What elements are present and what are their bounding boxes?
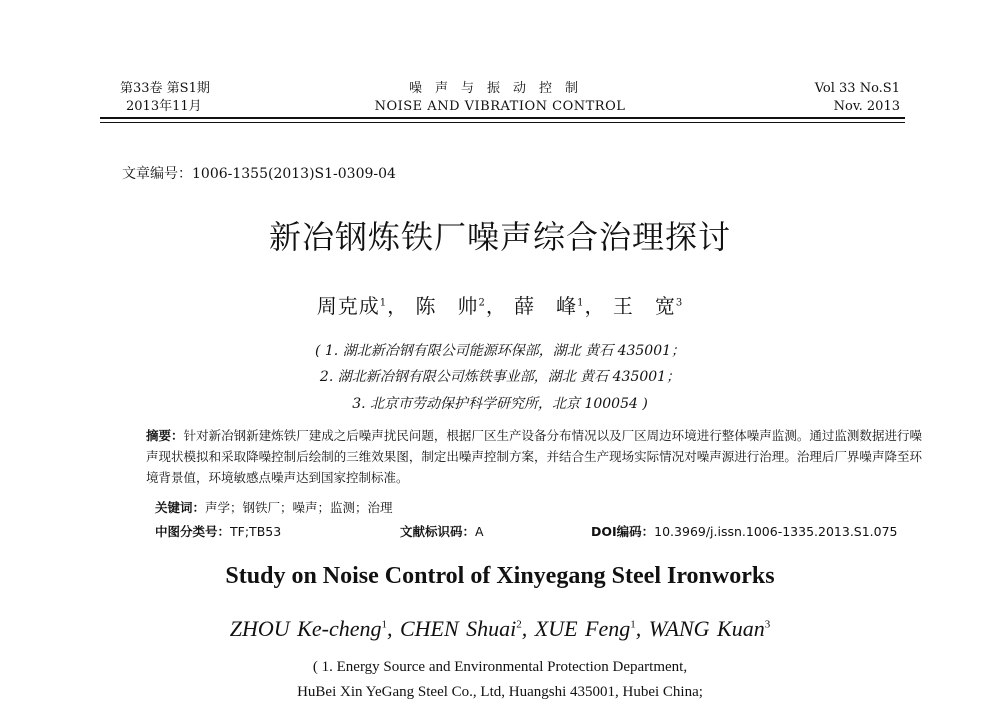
doi-label: DOI编码： xyxy=(591,524,655,539)
author-cn-2-sup: 2 xyxy=(478,297,486,309)
affiliation-en-2: HuBei Xin YeGang Steel Co., Ltd, Huangshi 435001, Hubei China; xyxy=(297,684,703,700)
doi xyxy=(591,522,898,540)
volume-issue: 第33卷 第S1期 xyxy=(120,81,210,96)
author-en-3: XUE Feng xyxy=(534,616,631,641)
abstract xyxy=(122,425,922,488)
author-cn-4: 王 宽 xyxy=(612,294,676,318)
author-cn-3-sup: 1 xyxy=(577,297,585,309)
keywords-text: 声学；钢铁厂；噪声；监测；治理 xyxy=(205,500,393,515)
author-en-1-sup: 1 xyxy=(381,618,387,631)
abstract-label: 摘要： xyxy=(146,428,184,443)
author-en-4: WANG Kuan xyxy=(648,616,765,641)
author-en-4-sup: 3 xyxy=(764,618,771,631)
author-en-3-sup: 1 xyxy=(630,618,636,631)
document-code xyxy=(400,522,484,540)
journal-name-cn: 噪声与振动控制 xyxy=(408,81,591,96)
authors-en: ZHOU Ke-cheng$^1$, CHEN Shuai$^2$, XUE Feng$^1$, WANG Kuan$^3$ xyxy=(229,616,771,641)
author-en-2-sup: 2 xyxy=(516,618,522,631)
author-cn-1: 周克成 xyxy=(316,294,380,318)
paper-title-cn: 新冶钢炼铁厂噪声综合治理探讨 xyxy=(268,218,731,256)
doc-code-value: A xyxy=(475,524,484,539)
author-cn-2: 陈 帅 xyxy=(415,294,479,318)
author-en-1: ZHOU Ke-cheng xyxy=(229,616,382,641)
author-cn-1-sup: 1 xyxy=(379,297,388,309)
volume-issue-en: Vol 33 No.S1 xyxy=(814,81,900,96)
clc-label: 中图分类号： xyxy=(155,524,231,539)
header-rule-thin xyxy=(100,122,905,123)
article-number: 文章编号：1006-1355(2013)S1-0309-04 xyxy=(122,166,396,182)
journal-volume-info-en xyxy=(815,80,900,116)
affiliation-cn-1: ( 1. 湖北新冶钢有限公司能源环保部，湖北 黄石 435001； xyxy=(314,343,686,359)
author-cn-4-sup: 3 xyxy=(675,297,684,309)
paper-title-en: Study on Noise Control of Xinyegang Steel Ironworks xyxy=(225,563,775,589)
keywords-label: 关键词： xyxy=(155,500,206,515)
journal-name xyxy=(330,80,670,116)
authors-cn: 周克成$^1$， 陈 帅$^2$， 薛 峰$^1$， 王 宽$^3$ xyxy=(316,294,684,318)
clc-number xyxy=(155,522,281,540)
affiliation-en-1: ( 1. Energy Source and Environmental Protection Department, xyxy=(312,659,688,675)
publication-date-en: Nov. 2013 xyxy=(833,99,900,114)
author-en-2: CHEN Shuai xyxy=(399,616,517,641)
abstract-text: 针对新冶钢新建炼铁厂建成之后噪声扰民问题，根据厂区生产设备分布情况以及厂区周边环境进行整体噪声监测。通过监测数据进行噪声现状模拟和采取降噪控制后绘制的三维效果图，制定出噪声控制方案，并结合生产现场实际情况对噪声源进行治理。治理后厂界噪声降至环境背景值，环境敏感点噪声达到国家控制标准。 xyxy=(146,428,922,485)
clc-value: TF;TB53 xyxy=(230,524,282,539)
header-rule-thick xyxy=(100,117,905,119)
publication-date-cn: 2013年11月 xyxy=(126,99,202,114)
journal-name-en: NOISE AND VIBRATION CONTROL xyxy=(374,99,626,114)
journal-volume-info xyxy=(120,80,210,116)
affiliation-cn-3: 3. 北京市劳动保护科学研究所，北京 100054 ) xyxy=(352,396,648,412)
author-cn-3: 薛 峰 xyxy=(514,294,578,318)
doc-code-label: 文献标识码： xyxy=(400,524,476,539)
affiliation-cn-2: 2. 湖北新冶钢有限公司炼铁事业部，湖北 黄石 435001； xyxy=(319,369,681,385)
keywords xyxy=(155,498,393,516)
doi-value: 10.3969/j.issn.1006-1335.2013.S1.075 xyxy=(654,524,898,539)
